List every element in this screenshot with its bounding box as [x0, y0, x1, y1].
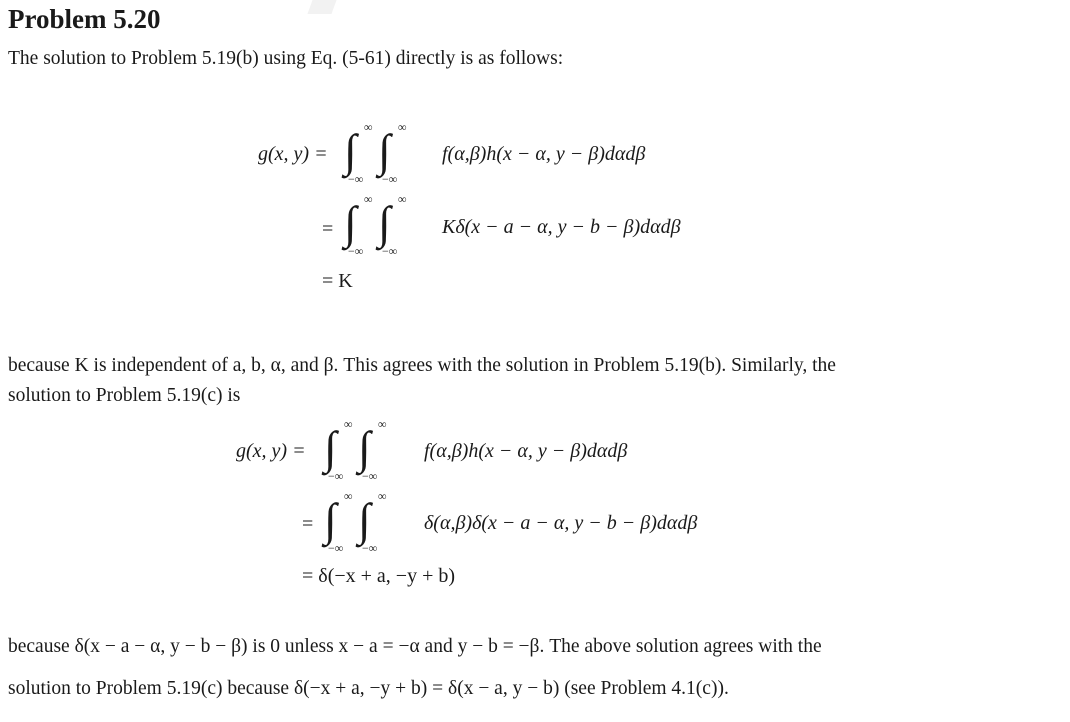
eq1-result-text: = K [322, 270, 353, 292]
upper-limit: ∞ [364, 192, 373, 206]
eq1-line2-integrand: Kδ(x − a − α, y − b − β)dαdβ [442, 216, 681, 238]
integral-sign-icon: ∫ [378, 197, 391, 248]
integral-sign-icon: ∫ [344, 125, 357, 176]
paragraph-3-line-2: solution to Problem 5.19(c) because δ(−x + a, −y + b) = δ(x − a, y − b) (see Problem 4.1(c)). [8, 678, 729, 699]
integral-sign-icon: ∫ [358, 422, 371, 473]
integral-sign-icon: ∫ [344, 197, 357, 248]
lower-limit: −∞ [348, 244, 364, 258]
watermark-mark [307, 0, 336, 14]
eq1-line2-equals: = [322, 218, 334, 240]
upper-limit: ∞ [378, 417, 387, 431]
lower-limit: −∞ [328, 541, 344, 555]
lower-limit: −∞ [382, 172, 398, 186]
lower-limit: −∞ [382, 244, 398, 258]
eq1-lhs: g(x, y) = [258, 143, 328, 165]
lower-limit: −∞ [348, 172, 364, 186]
eq1-double-integral-2 [342, 190, 414, 262]
intro-text: The solution to Problem 5.19(b) using Eq. (5-61) directly is as follows: [8, 48, 564, 69]
lower-limit: −∞ [362, 469, 378, 483]
upper-limit: ∞ [364, 120, 373, 134]
lower-limit: −∞ [362, 541, 378, 555]
integral-sign-icon: ∫ [324, 422, 337, 473]
eq2-lhs: g(x, y) = [236, 440, 306, 462]
lower-limit: −∞ [328, 469, 344, 483]
eq1-line3-result [322, 270, 353, 293]
upper-limit: ∞ [344, 489, 353, 503]
upper-limit: ∞ [378, 489, 387, 503]
eq2-line3-result [302, 565, 455, 588]
paragraph-2-line-2: solution to Problem 5.19(c) is [8, 385, 241, 406]
eq2-line1-integrand: f(α,β)h(x − α, y − β)dαdβ [424, 440, 628, 462]
integral-sign-icon: ∫ [324, 494, 337, 545]
eq2-line2-equals: = [302, 513, 314, 535]
eq2-double-integral-1 [322, 415, 394, 487]
paragraph-2-line-1: because K is independent of a, b, α, and β. This agrees with the solution in Problem 5.19(b). Similarly, the [8, 355, 836, 376]
integral-sign-icon: ∫ [378, 125, 391, 176]
eq1-double-integral-1 [342, 118, 414, 190]
eq2-line2-integrand: δ(α,β)δ(x − a − α, y − b − β)dαdβ [424, 512, 698, 534]
problem-title: Problem 5.20 [8, 4, 161, 34]
paragraph-3-line-1: because δ(x − a − α, y − b − β) is 0 unless x − a = −α and y − b = −β. The above solution agrees with the [8, 636, 822, 657]
upper-limit: ∞ [344, 417, 353, 431]
eq2-double-integral-2 [322, 487, 394, 559]
upper-limit: ∞ [398, 120, 407, 134]
eq2-result-text: = δ(−x + a, −y + b) [302, 565, 456, 587]
eq1-line1-integrand: f(α,β)h(x − α, y − β)dαdβ [442, 143, 646, 165]
integral-sign-icon: ∫ [358, 494, 371, 545]
upper-limit: ∞ [398, 192, 407, 206]
